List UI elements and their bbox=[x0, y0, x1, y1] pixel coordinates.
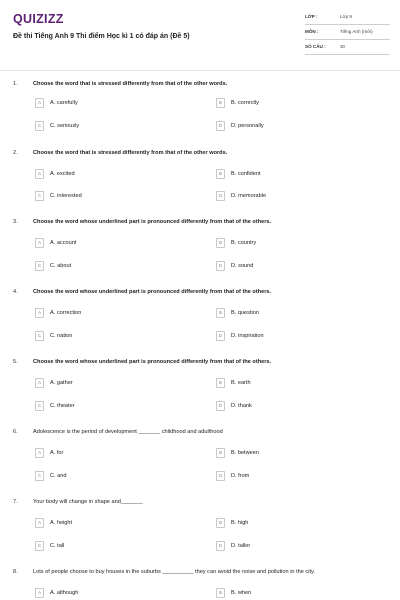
option-text: B. confident bbox=[231, 171, 261, 177]
option-text: D. thank bbox=[231, 403, 252, 409]
option-text: D. from bbox=[231, 473, 250, 479]
meta-label: MÔN : bbox=[305, 29, 319, 34]
meta-value: 30 bbox=[340, 44, 346, 49]
option-letter-box: B bbox=[216, 378, 225, 388]
option-letter-box: B bbox=[216, 518, 225, 528]
option-letter-box: D bbox=[216, 261, 225, 271]
option-letter-box: C bbox=[35, 261, 44, 271]
option-letter-box: A bbox=[35, 588, 44, 598]
option-letter-box: B bbox=[216, 238, 225, 248]
option-letter-box: D bbox=[216, 121, 225, 131]
option-letter-box: C bbox=[35, 331, 44, 341]
option-letter-box: D bbox=[216, 191, 225, 201]
question-number: 3. bbox=[13, 219, 18, 225]
option-text: A. correction bbox=[50, 310, 82, 316]
option-text: B. country bbox=[231, 240, 257, 246]
option-letter-box: A bbox=[35, 378, 44, 388]
option-text: D. sound bbox=[231, 263, 254, 269]
option-letter-box: C bbox=[35, 541, 44, 551]
question-number: 4. bbox=[13, 289, 18, 295]
question-number: 6. bbox=[13, 429, 18, 435]
option-text: B. question bbox=[231, 310, 259, 316]
option-text: A. although bbox=[50, 590, 79, 596]
option-text: C. seriously bbox=[50, 123, 80, 129]
option-letter-box: A bbox=[35, 308, 44, 318]
option-text: A. account bbox=[50, 240, 77, 246]
option-text: D. inspiration bbox=[231, 333, 264, 339]
option-text: D. taller bbox=[231, 543, 251, 549]
quizizz-logo: QUIZIZZ bbox=[13, 12, 64, 26]
option-text: C. nation bbox=[50, 333, 73, 339]
option-text: B. between bbox=[231, 450, 259, 456]
option-text: A. gather bbox=[50, 380, 73, 386]
option-letter-box: B bbox=[216, 588, 225, 598]
option-letter-box: B bbox=[216, 448, 225, 458]
question-number: 2. bbox=[13, 150, 18, 156]
question-number: 1. bbox=[13, 81, 18, 87]
meta-value: Lớp 9 bbox=[340, 14, 352, 19]
question-text: Choose the word that is stressed differently from that of the other words. bbox=[33, 150, 228, 156]
option-text: A. excited bbox=[50, 171, 75, 177]
question-text: Your body will change in shape and_______ bbox=[33, 499, 143, 505]
worksheet-header bbox=[0, 0, 400, 70]
meta-row-class bbox=[305, 10, 390, 25]
option-letter-box: D bbox=[216, 471, 225, 481]
option-text: B. high bbox=[231, 520, 249, 526]
option-letter-box: A bbox=[35, 98, 44, 108]
option-letter-box: D bbox=[216, 401, 225, 411]
option-text: C. interested bbox=[50, 193, 82, 199]
question-text: Choose the word that is stressed differently from that of the other words. bbox=[33, 81, 228, 87]
question-text: Choose the word whose underlined part is pronounced differently from that of the others. bbox=[33, 359, 272, 365]
option-letter-box: A bbox=[35, 518, 44, 528]
question-text: Lots of people choose to buy houses in the suburbs __________ they can avoid the noise and pollution in the city. bbox=[33, 569, 315, 575]
option-letter-box: B bbox=[216, 169, 225, 179]
question-text: Adolescence is the period of development _______ childhood and adulthood bbox=[33, 429, 223, 435]
option-letter-box: C bbox=[35, 121, 44, 131]
option-letter-box: A bbox=[35, 169, 44, 179]
question-number: 8. bbox=[13, 569, 18, 575]
option-text: A. height bbox=[50, 520, 73, 526]
option-text: C. and bbox=[50, 473, 67, 479]
option-text: B. when bbox=[231, 590, 252, 596]
question-text: Choose the word whose underlined part is pronounced differently from that of the others. bbox=[33, 219, 272, 225]
option-letter-box: D bbox=[216, 541, 225, 551]
option-text: B. earth bbox=[231, 380, 251, 386]
option-letter-box: B bbox=[216, 308, 225, 318]
option-letter-box: C bbox=[35, 401, 44, 411]
option-letter-box: A bbox=[35, 238, 44, 248]
option-text: A. carefully bbox=[50, 100, 78, 106]
option-text: D. memorable bbox=[231, 193, 267, 199]
option-text: C. tall bbox=[50, 543, 65, 549]
meta-row-subject bbox=[305, 25, 390, 40]
question-number: 5. bbox=[13, 359, 18, 365]
meta-table bbox=[305, 10, 390, 55]
meta-row-count bbox=[305, 40, 390, 55]
option-letter-box: B bbox=[216, 98, 225, 108]
option-letter-box: C bbox=[35, 191, 44, 201]
option-text: C. theater bbox=[50, 403, 75, 409]
header-divider bbox=[0, 70, 400, 71]
option-text: A. for bbox=[50, 450, 64, 456]
option-text: D. personally bbox=[231, 123, 264, 129]
option-letter-box: D bbox=[216, 331, 225, 341]
meta-label: LỚP : bbox=[305, 14, 318, 19]
option-letter-box: C bbox=[35, 471, 44, 481]
question-number: 7. bbox=[13, 499, 18, 505]
meta-value: Tiếng Anh (mới) bbox=[340, 29, 373, 34]
question-text: Choose the word whose underlined part is pronounced differently from that of the others. bbox=[33, 289, 272, 295]
option-text: B. correctly bbox=[231, 100, 259, 106]
option-text: C. about bbox=[50, 263, 72, 269]
meta-label: SỐ CÂU : bbox=[305, 44, 326, 49]
document-title: Đề thi Tiếng Anh 9 Thi điểm Học kì 1 có đáp án (Đề 5) bbox=[13, 33, 190, 40]
option-letter-box: A bbox=[35, 448, 44, 458]
